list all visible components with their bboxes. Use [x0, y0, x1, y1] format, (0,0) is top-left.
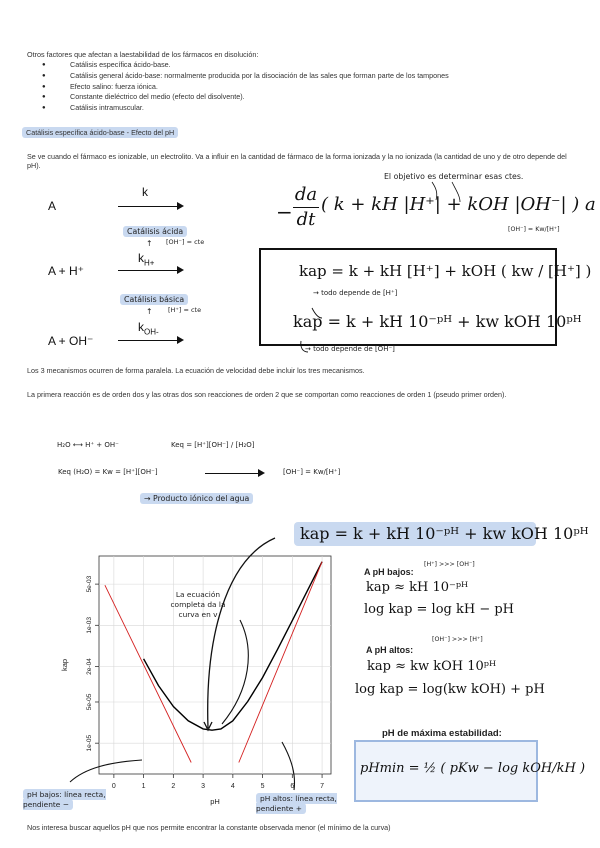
- reaction-2-k: k: [138, 251, 144, 265]
- low-ph-annotation: pH bajos: línea recta, pendiente −: [23, 790, 106, 809]
- ionic-product-note: → Producto iónico del agua: [140, 493, 253, 504]
- reaction-1-k: k: [142, 185, 148, 199]
- basic-up-arrow: ↑: [146, 307, 153, 316]
- reaction-3-left: A + OH⁻: [48, 334, 94, 348]
- water-dissociation: H₂O ⟷ H⁺ + OH⁻: [57, 441, 119, 449]
- ph-low-eq1: kap ≈ kH 10⁻ᵖᴴ: [366, 580, 469, 595]
- ph-min-title: pH de máxima estabilidad:: [382, 728, 502, 739]
- footer-text: Nos interesa buscar aquellos pH que nos permite encontrar la constante observada menor (el mínimo de la curva): [27, 823, 391, 832]
- y-tick-label: 1e-05: [86, 734, 93, 752]
- x-tick-label: 7: [320, 783, 325, 790]
- ph-low-title: A pH bajos:: [364, 567, 414, 577]
- list-item: ● Catálisis intramuscular.: [56, 103, 449, 114]
- ph-high-eq2: log kap = log(kw kOH) + pH: [355, 682, 545, 697]
- ph-high-note: [OH⁻] >>> [H⁺]: [432, 636, 483, 643]
- x-axis-label: pH: [210, 797, 220, 806]
- paragraph-order: La primera reacción es de orden dos y las otras dos son reacciones de orden 2 que se comportan como reacciones de orden 1 (pseudo primer orden).: [27, 390, 507, 399]
- kw-relation-note: [OH⁻] = Kw/[H⁺]: [508, 226, 560, 233]
- kap-banner: kap = k + kH 10⁻ᵖᴴ + kw kOH 10ᵖᴴ: [300, 524, 589, 543]
- reaction-3-k: k: [138, 320, 144, 334]
- kap-eq-h-note: → todo depende de [H⁺]: [313, 289, 398, 297]
- x-tick-label: 3: [201, 783, 206, 790]
- water-keq: Keq = [H⁺][OH⁻] / [H₂O]: [171, 441, 255, 449]
- x-tick-label: 4: [230, 783, 235, 790]
- ph-min-eq: pHmin = ½ ( pKw − log kOH/kH ): [360, 761, 586, 776]
- y-tick-label: 2e-04: [86, 658, 93, 675]
- list-item: ● Efecto salino: fuerza iónica.: [56, 82, 449, 93]
- curve-annotation: La ecuación completa da la curva en v: [170, 590, 226, 619]
- ph-low-eq2: log kap = log kH − pH: [364, 602, 515, 617]
- y-axis-label: kap: [60, 658, 69, 672]
- acid-condition: [OH⁻] = cte: [166, 238, 205, 246]
- basic-condition: [H⁺] = cte: [168, 306, 202, 314]
- high-ph-annotation: pH altos: línea recta, pendiente +: [256, 794, 337, 813]
- kap-eq-ph-note: → todo depende de [OH⁻]: [305, 345, 395, 353]
- kap-eq-h: kap = k + kH [H⁺] + kOH ( kw / [H⁺] ): [299, 262, 592, 280]
- reaction-3-k-sub: OH-: [144, 327, 159, 337]
- rate-lhs-num: da: [294, 184, 318, 205]
- rate-lhs-den: dt: [296, 209, 316, 230]
- note-acid-catalysis: Catálisis ácida: [123, 226, 187, 237]
- section-title: Catálisis específica ácido-base - Efecto del pH: [22, 127, 178, 138]
- ph-high-title: A pH altos:: [366, 645, 414, 655]
- objective-arrow-1: [432, 182, 437, 200]
- low-annotation-arrow: [70, 760, 142, 782]
- ph-high-eq1: kap ≈ kw kOH 10ᵖᴴ: [367, 659, 497, 674]
- note-basic-catalysis: Catálisis básica: [120, 294, 188, 305]
- objective-note: El objetivo es determinar esas ctes.: [384, 172, 524, 181]
- kap-eq-ph: kap = k + kH 10⁻ᵖᴴ + kw kOH 10ᵖᴴ: [293, 312, 582, 331]
- rate-minus: −: [276, 200, 293, 224]
- y-tick-label: 5e-05: [86, 693, 93, 711]
- reaction-1-left: A: [48, 199, 57, 213]
- reaction-2-left: A + H⁺: [48, 264, 85, 278]
- curve-annotation-arrow: [222, 620, 248, 724]
- banner-arrow: [208, 538, 275, 728]
- paragraph-ionizable: Se ve cuando el fármaco es ionizable, un electrolito. Va a influir en la cantidad de fármaco de la forma ionizada y la no ionizada (la cantidad de uno y de otro depende del pH).: [27, 152, 567, 171]
- list-item: ● Constante dieléctrico del medio (efecto del disolvente).: [56, 92, 449, 103]
- y-tick-label: 1e-03: [86, 617, 93, 634]
- x-tick-label: 5: [260, 783, 265, 790]
- list-item: ● Catálisis específica ácido-base.: [56, 60, 449, 71]
- x-tick-label: 2: [171, 783, 176, 790]
- rate-body: ( k + kH |H⁺| + kOH |OH⁻| ) a: [321, 194, 596, 215]
- note1-hook: [312, 308, 322, 318]
- paragraph-mechanisms: Los 3 mecanismos ocurren de forma paralela. La ecuación de velocidad debe incluir los tres mecanismos.: [27, 366, 365, 375]
- reaction-2-k-sub: H+: [144, 258, 155, 268]
- acid-up-arrow: ↑: [146, 239, 153, 248]
- water-oh-relation: [OH⁻] = Kw/[H⁺]: [283, 468, 341, 476]
- x-tick-label: 1: [141, 783, 146, 790]
- note2-hook: [301, 341, 308, 352]
- high-annotation-arrow: [282, 742, 295, 790]
- objective-arrow-2: [452, 182, 460, 202]
- x-tick-label: 6: [290, 783, 295, 790]
- x-tick-label: 0: [111, 783, 116, 790]
- water-kw: Keq (H₂O) = Kw = [H⁺][OH⁻]: [58, 468, 158, 476]
- ph-low-note: [H⁺] >>> [OH⁻]: [424, 561, 475, 568]
- list-item: ● Catálisis general ácido-base: normalmente producida por la disociación de las sales que forman parte de los tampones: [56, 71, 449, 82]
- y-tick-label: 5e-03: [86, 575, 93, 593]
- intro-heading: Otros factores que afectan a laestabilidad de los fármacos en disolución:: [27, 50, 259, 59]
